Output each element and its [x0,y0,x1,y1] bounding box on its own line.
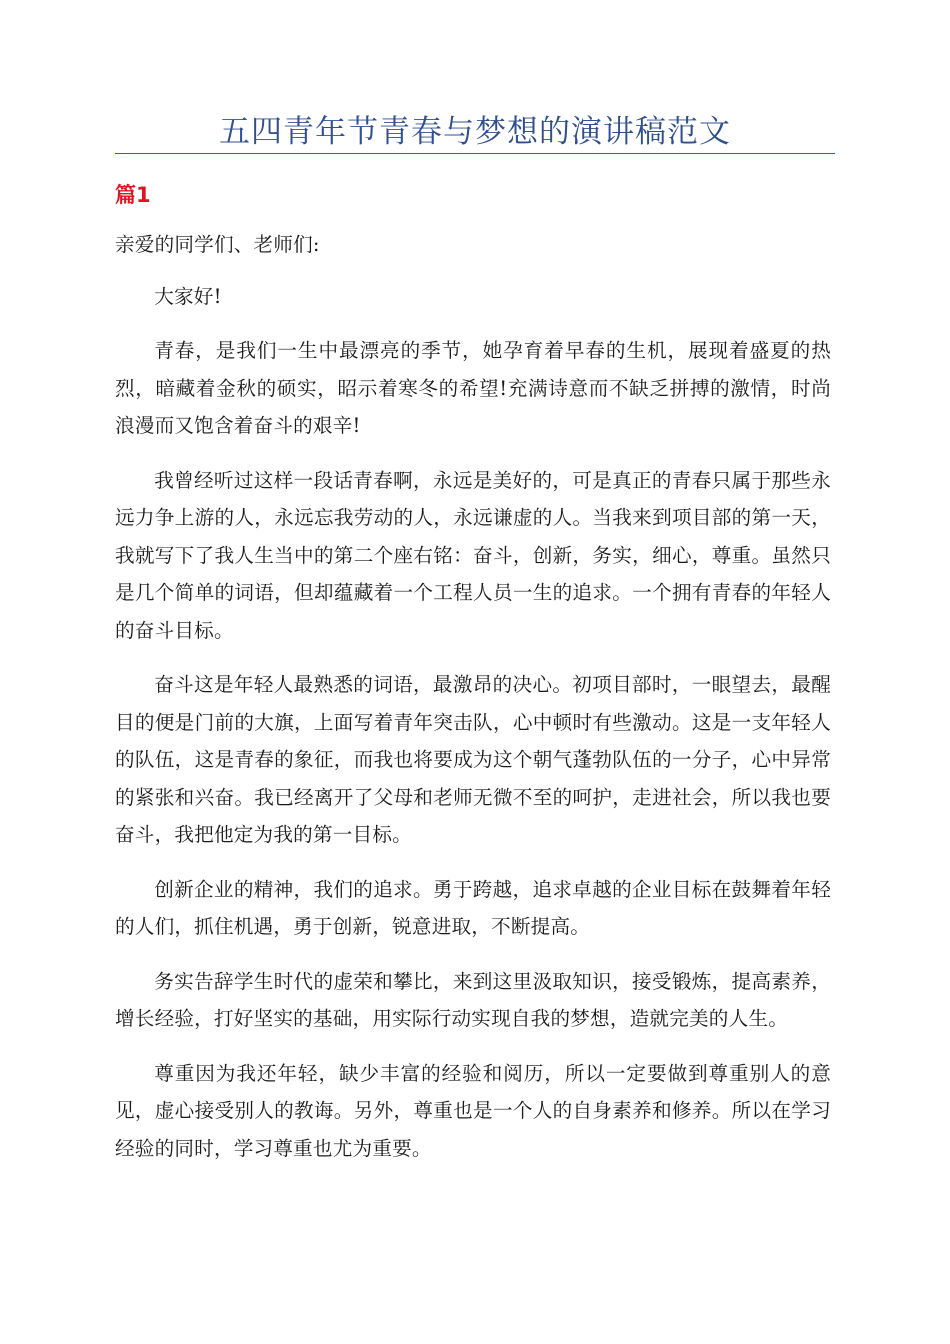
paragraph-struggle: 奋斗这是年轻人最熟悉的词语，最激昂的决心。初项目部时，一眼望去，最醒目的便是门前的大旗，上面写着青年突击队，心中顿时有些激动。这是一支年轻人的队伍，这是青春的象征，而我也将要成为这个朝气蓬勃队伍的一分子，心中异常的紧张和兴奋。我已经离开了父母和老师无微不至的呵护，走进社会，所以我也要奋斗，我把他定为我的第一目标。 [115,673,831,846]
paragraph-respect: 尊重因为我还年轻，缺少丰富的经验和阅历，所以一定要做到尊重别人的意见，虚心接受别人的教诲。另外，尊重也是一个人的自身素养和修养。所以在学习经验的同时，学习尊重也尤为重要。 [115,1061,831,1160]
salutation: 亲爱的同学们、老师们: [115,233,320,256]
paragraph-motto: 我曾经听过这样一段话青春啊，永远是美好的，可是真正的青春只属于那些永远力争上游的人，永远忘我劳动的人，永远谦虚的人。当我来到项目部的第一天，我就写下了我人生当中的第二个座右铭：奋斗，创新，务实，细心，尊重。虽然只是几个简单的词语，但却蕴藏着一个工程人员一生的追求。一个拥有青春的年轻人的奋斗目标。 [115,468,831,642]
section-heading: 篇1 [115,183,151,207]
paragraph-youth: 青春，是我们一生中最漂亮的季节，她孕育着早春的生机，展现着盛夏的热烈，暗藏着金秋的硕实，昭示着寒冬的希望!充满诗意而不缺乏拼搏的激情，时尚浪漫而又饱含着奋斗的艰辛! [115,339,831,437]
title-underline [115,153,835,154]
paragraph-pragmatism: 务实告辞学生时代的虚荣和攀比，来到这里汲取知识，接受锻炼，提高素养，增长经验，打好坚实的基础，用实际行动实现自我的梦想，造就完美的人生。 [115,969,831,1030]
paragraph-greeting: 大家好! [154,284,222,308]
body-text [115,226,831,1184]
paragraph-innovation: 创新企业的精神，我们的追求。勇于跨越，追求卓越的企业目标在鼓舞着年轻的人们，抓住机遇，勇于创新，锐意进取，不断提高。 [115,877,831,938]
page-title: 五四青年节青春与梦想的演讲稿范文 [219,114,731,150]
